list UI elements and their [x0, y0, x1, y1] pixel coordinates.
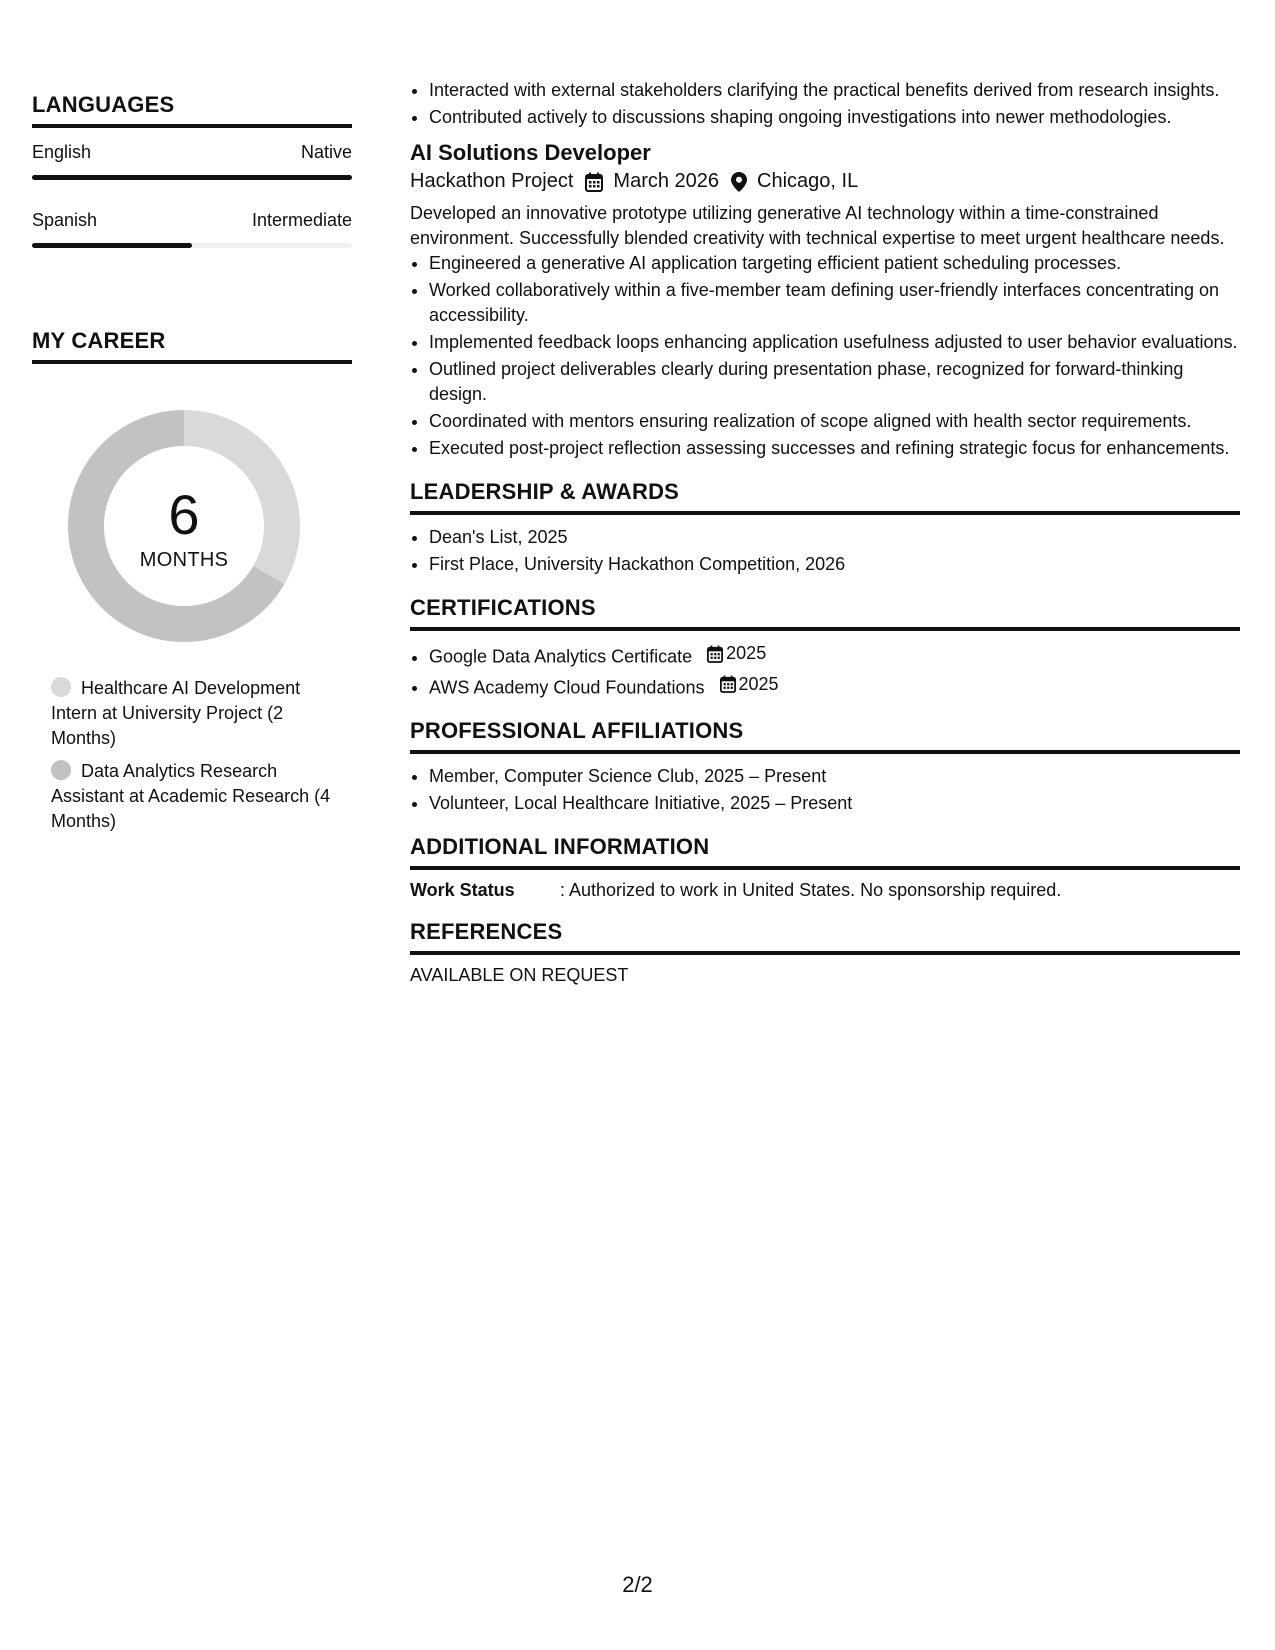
language-item-spanish [32, 210, 352, 248]
language-proficiency-bar [32, 243, 352, 248]
award-item: • Dean's List, 2025 [429, 525, 1240, 550]
references-section [410, 919, 1240, 986]
certification-name: AWS Academy Cloud Foundations [429, 677, 705, 697]
awards-section [410, 479, 1240, 577]
calendar-icon [707, 645, 723, 663]
career-legend [51, 676, 341, 834]
work-status-value: : Authorized to work in United States. No sponsorship required. [560, 880, 1062, 900]
language-level: Intermediate [251, 210, 352, 230]
legend-label: Data Analytics Research Assistant at Academic Research (4 Months) [51, 761, 331, 831]
career-total-unit: MONTHS [139, 548, 229, 571]
legend-swatch [51, 760, 71, 780]
awards-heading: LEADERSHIP & AWARDS [410, 479, 1240, 515]
job-company: Hackathon Project [410, 170, 574, 192]
language-proficiency-fill [32, 243, 192, 248]
legend-item [51, 759, 341, 834]
language-item-english [32, 142, 352, 180]
additional-info-section [410, 834, 1240, 901]
work-status-label: Work Status [410, 880, 515, 900]
bullet-item: • Worked collaboratively within a five-member team defining user-friendly interfaces concentrating on accessibility. [429, 278, 1240, 328]
affiliations-heading: PROFESSIONAL AFFILIATIONS [410, 718, 1240, 754]
certifications-section [410, 595, 1240, 700]
references-text: AVAILABLE ON REQUEST [410, 965, 629, 985]
career-donut-chart [64, 406, 304, 646]
certification-year: 2025 [726, 643, 767, 663]
bullet-item: • Implemented feedback loops enhancing application usefulness adjusted to user behavior evaluations. [429, 330, 1240, 355]
language-name: Spanish [32, 210, 98, 230]
left-column [32, 92, 352, 842]
bullet-item: • Interacted with external stakeholders clarifying the practical benefits derived from research insights. [429, 78, 1240, 103]
bullet-item: • Outlined project deliverables clearly during presentation phase, recognized for forward-thinking design. [429, 357, 1240, 407]
right-column [410, 78, 1240, 986]
affiliation-item: • Volunteer, Local Healthcare Initiative, 2025 – Present [429, 791, 1240, 816]
language-proficiency-fill [32, 175, 352, 180]
job-bullets [410, 251, 1240, 461]
affiliations-section [410, 718, 1240, 816]
languages-heading: LANGUAGES [32, 92, 352, 128]
legend-swatch [51, 677, 71, 697]
career-heading: MY CAREER [32, 328, 352, 364]
certification-year: 2025 [738, 673, 779, 694]
calendar-icon [720, 675, 736, 693]
certification-item [429, 672, 1240, 701]
job-location: Chicago, IL [757, 170, 859, 192]
language-level: Native [300, 142, 352, 162]
legend-label: Healthcare AI Development Intern at University Project (2 Months) [51, 678, 301, 748]
job-title: AI Solutions Developer [410, 140, 651, 165]
job-description: Developed an innovative prototype utilizing generative AI technology within a time-constrained environment. Successfully blended creativity with technical expertise to meet urgent healthcare needs. [410, 203, 1225, 248]
bullet-item: • Coordinated with mentors ensuring realization of scope aligned with health sector requirements. [429, 409, 1240, 434]
job-meta [410, 170, 1240, 193]
language-name: English [32, 142, 92, 162]
additional-info-heading: ADDITIONAL INFORMATION [410, 834, 1240, 870]
map-pin-icon [731, 172, 747, 192]
experience-item [410, 140, 1240, 461]
language-proficiency-bar [32, 175, 352, 180]
page-number: 2/2 [622, 1572, 653, 1597]
bullet-item: • Contributed actively to discussions shaping ongoing investigations into newer methodologies. [429, 105, 1240, 130]
award-item: • First Place, University Hackathon Competition, 2026 [429, 552, 1240, 577]
certification-item [429, 641, 1240, 670]
previous-job-bullets [410, 78, 1240, 130]
work-status-row [410, 880, 1240, 901]
job-date: March 2026 [613, 170, 720, 192]
languages-section [32, 92, 352, 248]
bullet-item: • Executed post-project reflection assessing successes and refining strategic focus for enhancements. [429, 436, 1240, 461]
career-section [32, 328, 352, 834]
references-heading: REFERENCES [410, 919, 1240, 955]
certification-name: Google Data Analytics Certificate [429, 646, 693, 667]
career-total-value: 6 [168, 482, 200, 546]
legend-item [51, 676, 341, 751]
certifications-heading: CERTIFICATIONS [410, 595, 1240, 631]
bullet-item: • Engineered a generative AI application targeting efficient patient scheduling processes. [429, 251, 1240, 276]
calendar-icon [585, 172, 603, 192]
affiliation-item: • Member, Computer Science Club, 2025 – Present [429, 764, 1240, 789]
